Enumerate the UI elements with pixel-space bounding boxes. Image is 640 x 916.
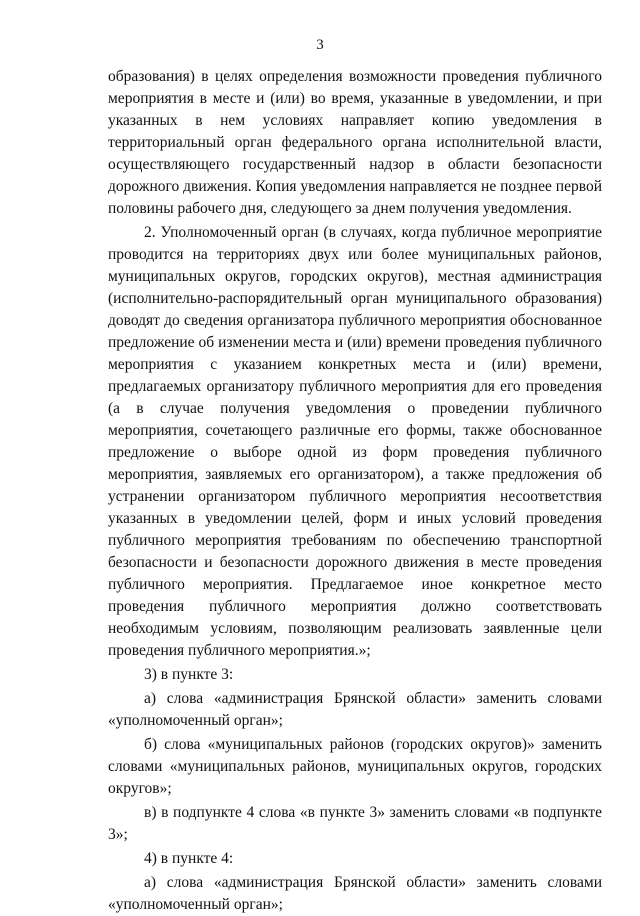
paragraph-item-3b: б) слова «муниципальных районов (городских округов)» заменить словами «муниципальных районов, муниципальных округов, городских округов»; bbox=[108, 736, 602, 797]
paragraph-item-4a: а) слова «администрация Брянской области» заменить словами «уполномоченный орган»; bbox=[108, 874, 602, 913]
page-number: 3 bbox=[316, 37, 324, 53]
document-body bbox=[108, 66, 602, 916]
paragraph-item-3a: а) слова «администрация Брянской области» заменить словами «уполномоченный орган»; bbox=[108, 690, 602, 729]
paragraph-clause-2: 2. Уполномоченный орган (в случаях, когда публичное мероприятие проводится на территориях двух или более муниципальных районов, муниципальных округов, городских округов), местная администрация (исполнительно-распорядительный орган муниципального образования) доводят до сведения организатора публичного мероприятия обоснованное предложение об изменении места и (или) времени проведения публичного мероприятия с указанием конкретных места и (или) времени, предлагаемых организатору публичного мероприятия для его проведения (а в случае получения уведомления о проведении публичного мероприятия, сочетающего различные его формы, также обоснованное предложение о выборе одной из форм проведения публичного мероприятия, заявляемых его организатором), а также предложения об устранении организатором публичного мероприятия несоответствия указанных в уведомлении целей, форм и иных условий проведения публичного мероприятия требованиям по обеспечению транспортной безопасности и безопасности дорожного движения в месте проведения публичного мероприятия. Предлагаемое иное конкретное место проведения публичного мероприятия должно соответствовать необходимым условиям, позволяющим реализовать заявленные цели проведения публичного мероприятия.»; bbox=[108, 224, 602, 659]
paragraph-item-3: 3) в пункте 3: bbox=[144, 666, 234, 683]
paragraph-item-4: 4) в пункте 4: bbox=[144, 850, 234, 867]
paragraph-item-3c: в) в подпункте 4 слова «в пункте 3» заменить словами «в подпункте 3»; bbox=[108, 804, 602, 843]
paragraph-continuation: образования) в целях определения возможности проведения публичного мероприятия в месте и (или) во время, указанные в уведомлении, и при указанных в нем условиях направляет копию уведомления в территориальный орган федерального органа исполнительной власти, осуществляющего государственный надзор в области безопасности дорожного движения. Копия уведомления направляется не позднее первой половины рабочего дня, следующего за днем получения уведомления. bbox=[108, 68, 602, 217]
